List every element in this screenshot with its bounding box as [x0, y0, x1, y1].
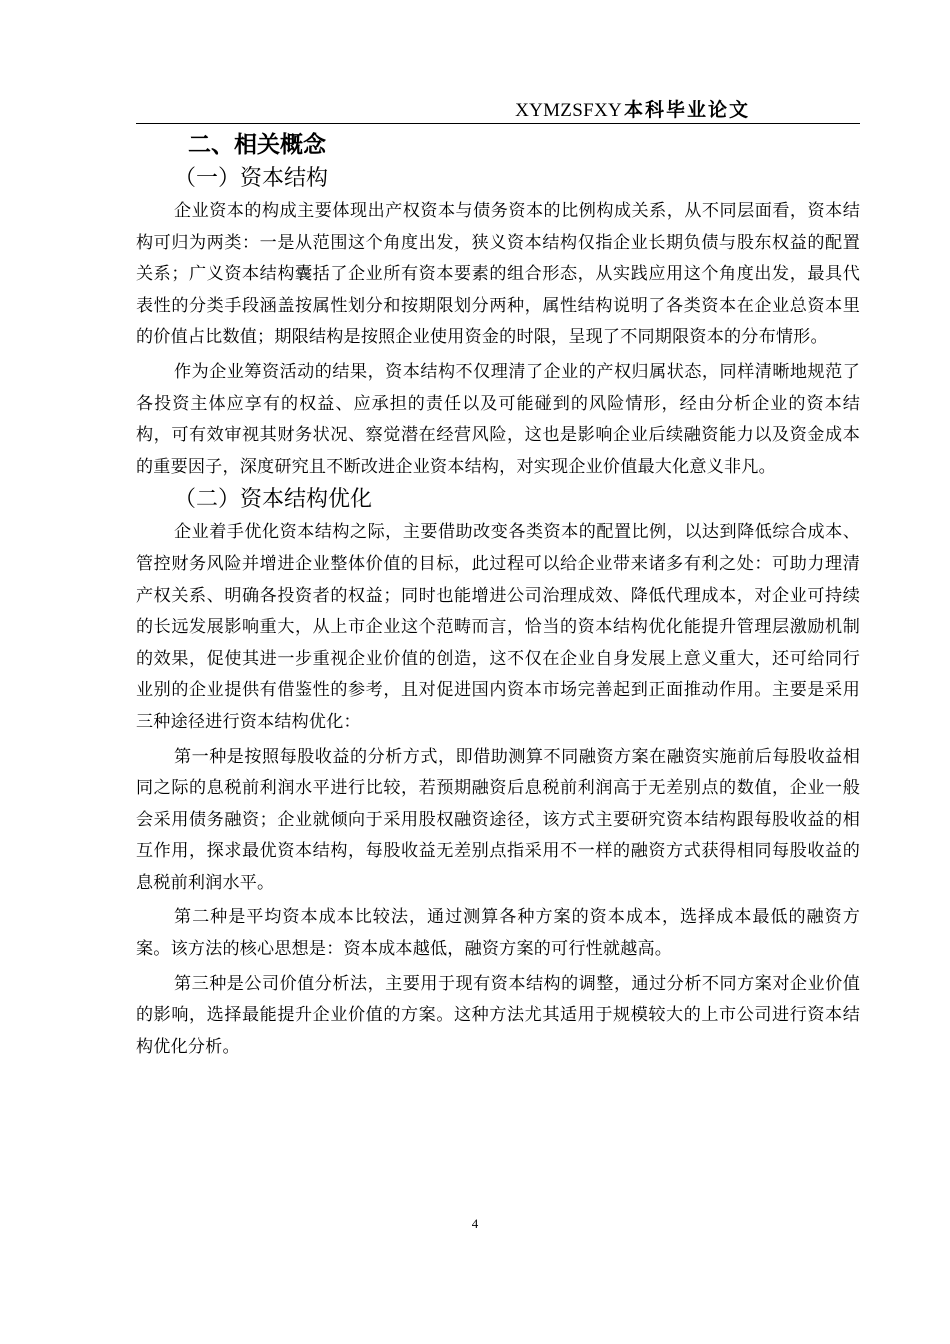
section-heading: 二、相关概念 — [188, 132, 326, 158]
body-content — [136, 128, 860, 1063]
header-code: XYMZSFXY — [515, 100, 622, 121]
paragraph: 企业着手优化资本结构之际，主要借助改变各类资本的配置比例，以达到降低综合成本、管控财务风险并增进企业整体价值的目标，此过程可以给企业带来诸多有利之处：可助力理清产权关系、明确各投资者的权益；同时也能增进公司治理成效、降低代理成本，对企业可持续的长远发展影响重大，从上市企业这个范畴而言，恰当的资本结构优化能提升管理层激励机制的效果，促使其进一步重视企业价值的创造，这不仅在企业自身发展上意义重大，还可给同行业别的企业提供有借鉴性的参考，且对促进国内资本市场完善起到正面推动作用。主要是采用三种途径进行资本结构优化： — [136, 522, 860, 732]
subsection-heading-structure-optimization: （二）资本结构优化 — [174, 487, 373, 513]
paragraph: 企业资本的构成主要体现出产权资本与债务资本的比例构成关系，从不同层面看，资本结构可归为两类：一是从范围这个角度出发，狭义资本结构仅指企业长期负债与股东权益的配置关系；广义资本结构囊括了企业所有资本要素的组合形态，从实践应用这个角度出发，最具代表性的分类手段涵盖按属性划分和按期限划分两种，属性结构说明了各类资本在企业总资本里的价值占比数值；期限结构是按照企业使用资金的时限，呈现了不同期限资本的分布情形。 — [136, 201, 860, 348]
paragraph: 第二种是平均资本成本比较法，通过测算各种方案的资本成本，选择成本最低的融资方案。该方法的核心思想是：资本成本越低，融资方案的可行性就越高。 — [136, 907, 860, 960]
paragraph: 第三种是公司价值分析法，主要用于现有资本结构的调整，通过分析不同方案对企业价值的影响，选择最能提升企业价值的方案。这种方法尤其适用于规模较大的上市公司进行资本结构优化分析。 — [136, 973, 860, 1057]
subsection-heading-capital-structure: （一）资本结构 — [174, 166, 329, 191]
running-header — [136, 96, 860, 124]
header-title: 本科毕业论文 — [623, 99, 750, 121]
page-number: 4 — [471, 1216, 479, 1231]
paragraph: 第一种是按照每股收益的分析方式，即借助测算不同融资方案在融资实施前后每股收益相同之际的息税前利润水平进行比较，若预期融资后息税前利润高于无差别点的数值，企业一般会采用债务融资；企业就倾向于采用股权融资途径，该方式主要研究资本结构跟每股收益的相互作用，探求最优资本结构，每股收益无差别点指采用不一样的融资方式获得相同每股收益的息税前利润水平。 — [136, 746, 860, 893]
paragraph: 作为企业筹资活动的结果，资本结构不仅理清了企业的产权归属状态，同样清晰地规范了各投资主体应享有的权益、应承担的责任以及可能碰到的风险情形，经由分析企业的资本结构，可有效审视其财务状况、察觉潜在经营风险，这也是影响企业后续融资能力以及资金成本的重要因子，深度研究且不断改进企业资本结构，对实现企业价值最大化意义非凡。 — [136, 361, 860, 477]
